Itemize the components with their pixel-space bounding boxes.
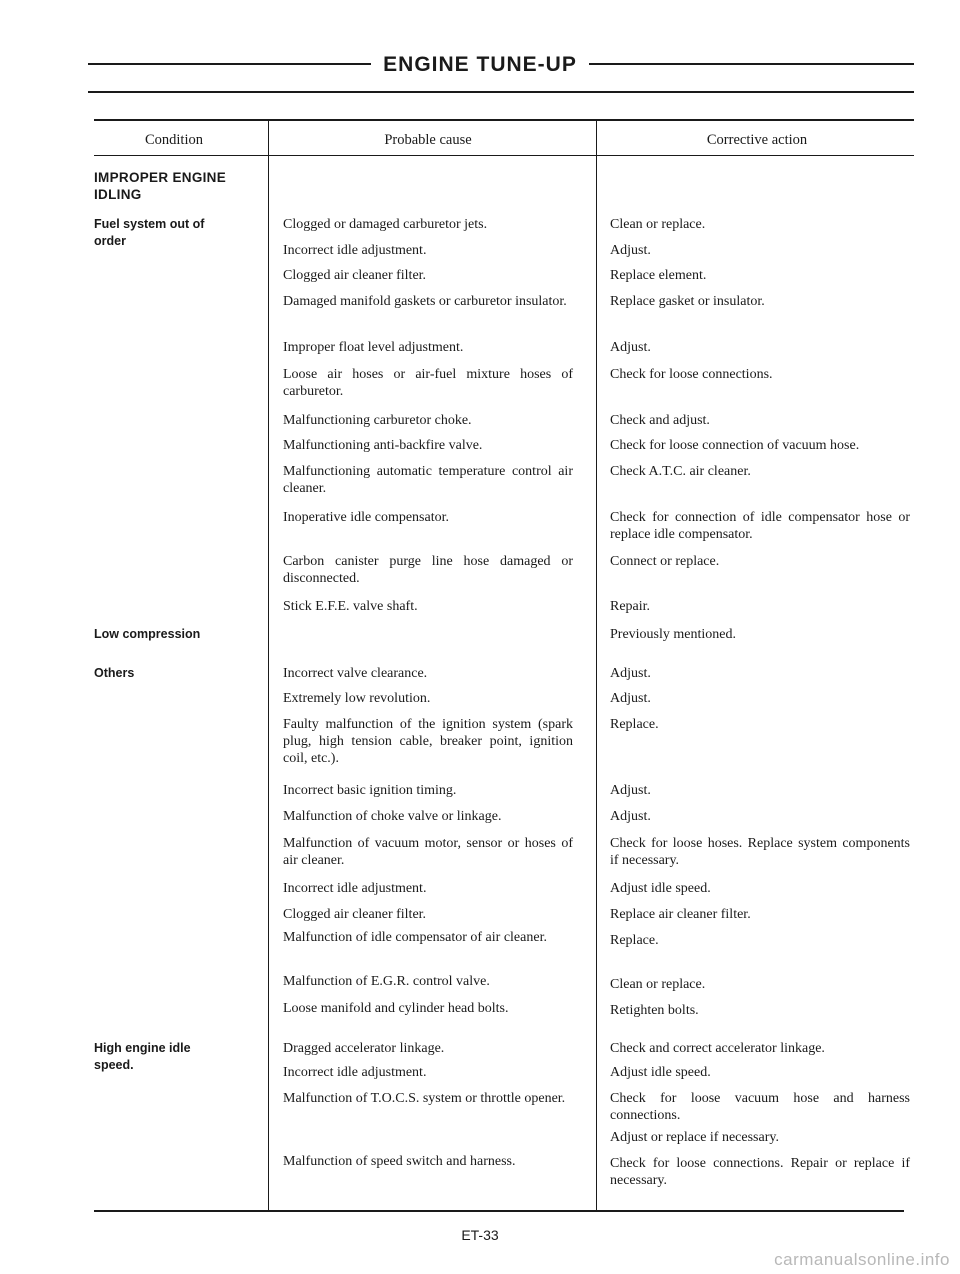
action-item: Replace element. [610, 268, 707, 283]
condition-improper-idling: IMPROPER ENGINE IDLING [94, 170, 227, 202]
cause-item: Damaged manifold gaskets or carburetor insulator. [283, 294, 567, 309]
action-item: Replace. [610, 717, 659, 732]
cause-item: Carbon canister purge line hose damaged or disconnected. [283, 554, 573, 586]
cause-item: Malfunction of choke valve or linkage. [283, 809, 502, 824]
action-item: Adjust. [610, 340, 651, 355]
action-item: Adjust. [610, 666, 651, 681]
header-action: Corrective action [706, 132, 808, 148]
cause-item: Incorrect valve clearance. [283, 666, 428, 681]
action-item: Connect or replace. [610, 554, 720, 569]
column-divider-1 [268, 119, 269, 1211]
action-item: Adjust or replace if necessary. [610, 1130, 779, 1145]
cause-item: Stick E.F.E. valve shaft. [283, 599, 418, 614]
cause-item: Clogged air cleaner filter. [283, 268, 427, 283]
cause-item: Malfunction of T.O.C.S. system or throttle opener. [283, 1091, 566, 1106]
condition-fuel-system: Fuel system out of order [94, 217, 205, 248]
cause-item: Malfunctioning automatic temperature control air cleaner. [283, 464, 573, 496]
header-rule-top [94, 119, 914, 121]
header-cause: Probable cause [384, 132, 472, 148]
action-item: Check for loose connections. Repair or replace if necessary. [610, 1156, 910, 1188]
cause-item: Malfunction of idle compensator of air cleaner. [283, 930, 547, 945]
cause-item: Incorrect idle adjustment. [283, 243, 427, 258]
action-item: Check for loose connection of vacuum hose. [610, 438, 860, 453]
cause-item: Malfunctioning anti-backfire valve. [283, 438, 483, 453]
page-number: ET-33 [461, 1227, 499, 1243]
cause-item: Incorrect idle adjustment. [283, 1065, 427, 1080]
cause-item: Loose air hoses or air-fuel mixture hoses of carburetor. [283, 367, 573, 399]
action-item: Adjust. [610, 243, 651, 258]
table-rule-bottom [94, 1210, 904, 1212]
action-item: Adjust idle speed. [610, 1065, 711, 1080]
action-item: Check for loose hoses. Replace system components if necessary. [610, 836, 910, 868]
cause-item: Incorrect idle adjustment. [283, 881, 427, 896]
cause-item: Clogged air cleaner filter. [283, 907, 427, 922]
condition-others: Others [94, 666, 135, 680]
cause-item: Loose manifold and cylinder head bolts. [283, 1001, 509, 1016]
action-item: Replace air cleaner filter. [610, 907, 751, 922]
watermark: carmanualsonline.info [774, 1250, 950, 1269]
page-title: ENGINE TUNE-UP [0, 53, 960, 77]
action-item: Adjust idle speed. [610, 881, 711, 896]
action-item: Retighten bolts. [610, 1003, 699, 1018]
column-divider-2 [596, 119, 597, 1211]
header-rule-bottom [94, 155, 914, 156]
action-item: Previously mentioned. [610, 627, 736, 642]
cause-item: Malfunction of E.G.R. control valve. [283, 974, 490, 989]
cause-item: Malfunction of speed switch and harness. [283, 1154, 516, 1169]
action-item: Check for loose connections. [610, 367, 773, 382]
action-item: Adjust. [610, 783, 651, 798]
cause-item: Incorrect basic ignition timing. [283, 783, 457, 798]
cause-item: Malfunction of vacuum motor, sensor or hoses of air cleaner. [283, 836, 573, 868]
cause-item: Clogged or damaged carburetor jets. [283, 217, 488, 232]
condition-high-idle: High engine idle speed. [94, 1041, 191, 1072]
cause-item: Faulty malfunction of the ignition system (spark plug, high tension cable, breaker point, ignition coil, etc.). [283, 717, 573, 766]
action-item: Replace. [610, 933, 659, 948]
action-item: Check and correct accelerator linkage. [610, 1041, 825, 1056]
action-item: Check A.T.C. air cleaner. [610, 464, 751, 479]
condition-low-compression: Low compression [94, 627, 201, 641]
action-item: Check for loose vacuum hose and harness connections. [610, 1091, 910, 1123]
cause-item: Improper float level adjustment. [283, 340, 464, 355]
cause-item: Inoperative idle compensator. [283, 510, 449, 525]
action-item: Adjust. [610, 691, 651, 706]
header-condition: Condition [144, 132, 203, 148]
action-item: Clean or replace. [610, 977, 706, 992]
action-item: Check for connection of idle compensator hose or replace idle compensator. [610, 510, 910, 542]
cause-item: Extremely low revolution. [283, 691, 431, 706]
action-item: Replace gasket or insulator. [610, 294, 765, 309]
cause-item: Malfunctioning carburetor choke. [283, 413, 472, 428]
title-rule-bottom [88, 91, 914, 93]
action-item: Check and adjust. [610, 413, 710, 428]
action-item: Repair. [610, 599, 651, 614]
action-item: Clean or replace. [610, 217, 706, 232]
action-item: Adjust. [610, 809, 651, 824]
cause-item: Dragged accelerator linkage. [283, 1041, 445, 1056]
